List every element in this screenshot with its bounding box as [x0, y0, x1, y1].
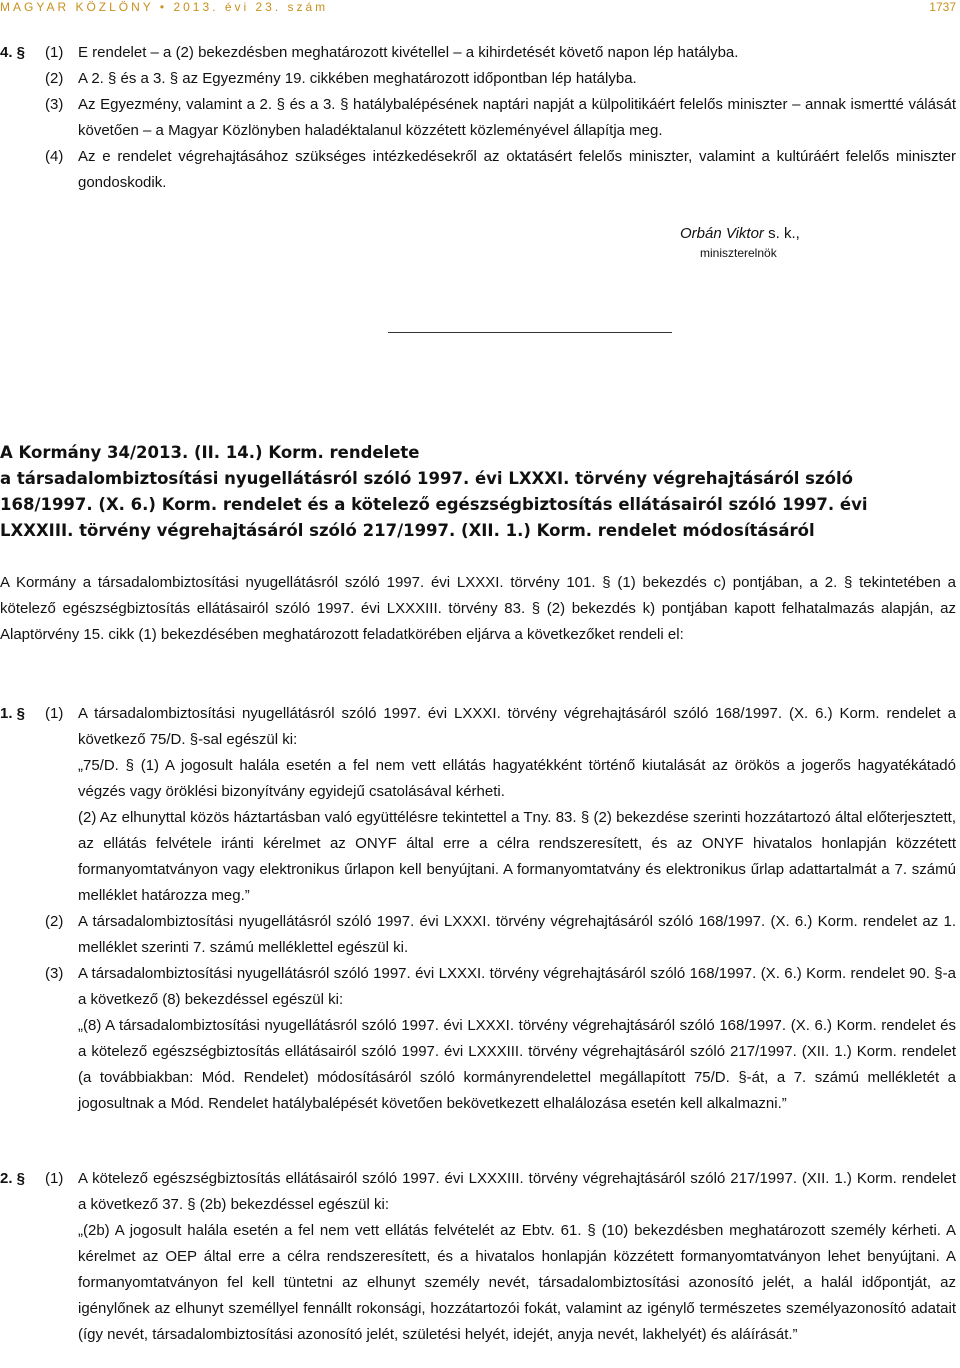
signature-block: [680, 225, 800, 260]
item-text: E rendelet – a (2) bekezdésben meghatározott kivétellel – a kihirdetését követő napon lép hatályba.: [78, 44, 739, 61]
item-number: (1): [45, 44, 64, 61]
item-text: A 2. § és a 3. § az Egyezmény 19. cikkében meghatározott időpontban lép hatályba.: [78, 70, 637, 87]
item-text: A társadalombiztosítási nyugellátásról szóló 1997. évi LXXXI. törvény végrehajtásáról szóló 168/1997. (X. 6.) Korm. rendelet a következő 75/D. §-sal egészül ki:: [78, 705, 956, 748]
section-1: [0, 701, 956, 1117]
decree-subject: a társadalombiztosítási nyugellátásról szóló 1997. évi LXXXI. törvény végrehajtásáról szóló 168/1997. (X. 6.) Korm. rendelet és a kötelező egészségbiztosítás ellátásairól szóló 1997. évi LXXXIII. törvény végrehajtásáról szóló 217/1997. (XII. 1.) Korm. rendelet módosításáról: [0, 469, 868, 540]
quoted-text: „(8) A társadalombiztosítási nyugellátásról szóló 1997. évi LXXXI. törvény végrehajtásáról szóló 168/1997. (X. 6.) Korm. rendelet és a kötelező egészségbiztosítás ellátásairól szóló 1997. évi LXXXIII. törvény végrehajtásáról szóló 217/1997. (XII. 1.) Korm. rendelet (a továbbiakban: Mód. Rendelet) módosításáról szóló kormányrendelettel megállapított 75/D. §-át, a 7. számú mellékletét a jogosultnak a Mód. Rendelet hatálybalépését követően bekövetkezett elhalálozása esetén kell alkalmazni.”: [78, 1017, 956, 1112]
signatory-name: Orbán Viktor: [680, 225, 764, 242]
page-number: 1737: [929, 0, 956, 14]
section-number: 2. §: [0, 1170, 26, 1187]
item-text: A kötelező egészségbiztosítás ellátásairól szóló 1997. évi LXXXIII. törvény végrehajtásáról szóló 217/1997. (XII. 1.) Korm. rendelet a következő 37. § (2b) bekezdéssel egészül ki:: [78, 1170, 956, 1213]
item-number: (2): [45, 70, 64, 87]
item-number: (3): [45, 965, 64, 982]
quoted-text: (2) Az elhunyttal közös háztartásban való együttélésre tekintettel a Tny. 83. § (2) bekezdése szerinti hozzátartozó által előterjesztett, az ellátás felvétele iránti kérelmet az ONYF által erre a célra rendszeresített, és az ONYF hivatalos honlapján közzétett formanyomtatványon vagy elektronikus űrlapon kell benyújtani. A formanyomtatvány és elektronikus űrlap adattartalmát a 7. számú melléklet határozza meg.”: [78, 809, 956, 904]
separator-rule: [388, 332, 672, 333]
section-4: [0, 40, 956, 196]
item-number: (1): [45, 1170, 64, 1187]
signatory-role: miniszterelnök: [700, 246, 777, 260]
decree-title-line: A Kormány 34/2013. (II. 14.) Korm. rendelete: [0, 443, 420, 462]
quoted-text: „(2b) A jogosult halála esetén a fel nem vett ellátás felvételét az Ebtv. 61. § (10) bekezdésben meghatározott személy kérheti. A kérelmet az OEP által erre a célra rendszeresített, és a hivatalos honlapján közzétett formanyomtatványon lehet benyújtani. A formanyomtatványon fel kell tüntetni az elhunyt személy nevét, társadalombiztosítási azonosító jelét, a halál időpontját, az igénylőnek az elhunyt személlyel fennállt rokonsági, hozzátartozói fokát, valamint az igénylő természetes személyazonosító adatait (így nevét, társadalombiztosítási azonosító jelét, születési helyét, idejét, anyja nevét, lakhelyét) és aláírását.”: [78, 1222, 956, 1343]
signatory-suffix: s. k.,: [763, 225, 800, 242]
journal-title: MAGYAR KÖZLÖNY • 2013. évi 23. szám: [0, 0, 329, 14]
item-text: A társadalombiztosítási nyugellátásról szóló 1997. évi LXXXI. törvény végrehajtásáról szóló 168/1997. (X. 6.) Korm. rendelet az 1. melléklet szerinti 7. számú melléklettel egészül ki.: [78, 913, 956, 956]
item-text: A társadalombiztosítási nyugellátásról szóló 1997. évi LXXXI. törvény végrehajtásáról szóló 168/1997. (X. 6.) Korm. rendelet 90. §-a a következő (8) bekezdéssel egészül ki:: [78, 965, 956, 1008]
quoted-text: „75/D. § (1) A jogosult halála esetén a fel nem vett ellátás hagyatékként történő kiutalását az örökös a jogerős hagyatékátadó végzés vagy öröklési bizonyítvány egyidejű csatolásával kérheti.: [78, 757, 956, 800]
item-number: (1): [45, 705, 64, 722]
running-header: [0, 0, 960, 12]
item-number: (4): [45, 148, 64, 165]
section-2: [0, 1166, 956, 1348]
item-number: (3): [45, 96, 64, 113]
item-text: Az Egyezmény, valamint a 2. § és a 3. § hatálybalépésének naptári napját a külpolitikáért felelős miniszter – annak ismertté válását követően – a Magyar Közlönyben haladéktalanul közzétett közleményével állapítja meg.: [78, 96, 956, 139]
section-number: 1. §: [0, 705, 26, 722]
decree-preamble: A Kormány a társadalombiztosítási nyugellátásról szóló 1997. évi LXXXI. törvény 101. § (1) bekezdés c) pontjában, a 2. § tekintetében a kötelező egészségbiztosítás ellátásairól szóló 1997. évi LXXXIII. törvény 83. § (2) bekezdés k) pontjában kapott felhatalmazás alapján, az Alaptörvény 15. cikk (1) bekezdésében meghatározott feladatkörében eljárva a következőket rendeli el:: [0, 574, 956, 643]
item-number: (2): [45, 913, 64, 930]
item-text: Az e rendelet végrehajtásához szükséges intézkedésekről az oktatásért felelős miniszter, valamint a kultúráért felelős miniszter gondoskodik.: [78, 148, 956, 191]
section-number: 4. §: [0, 44, 26, 61]
decree-title: [0, 440, 930, 544]
